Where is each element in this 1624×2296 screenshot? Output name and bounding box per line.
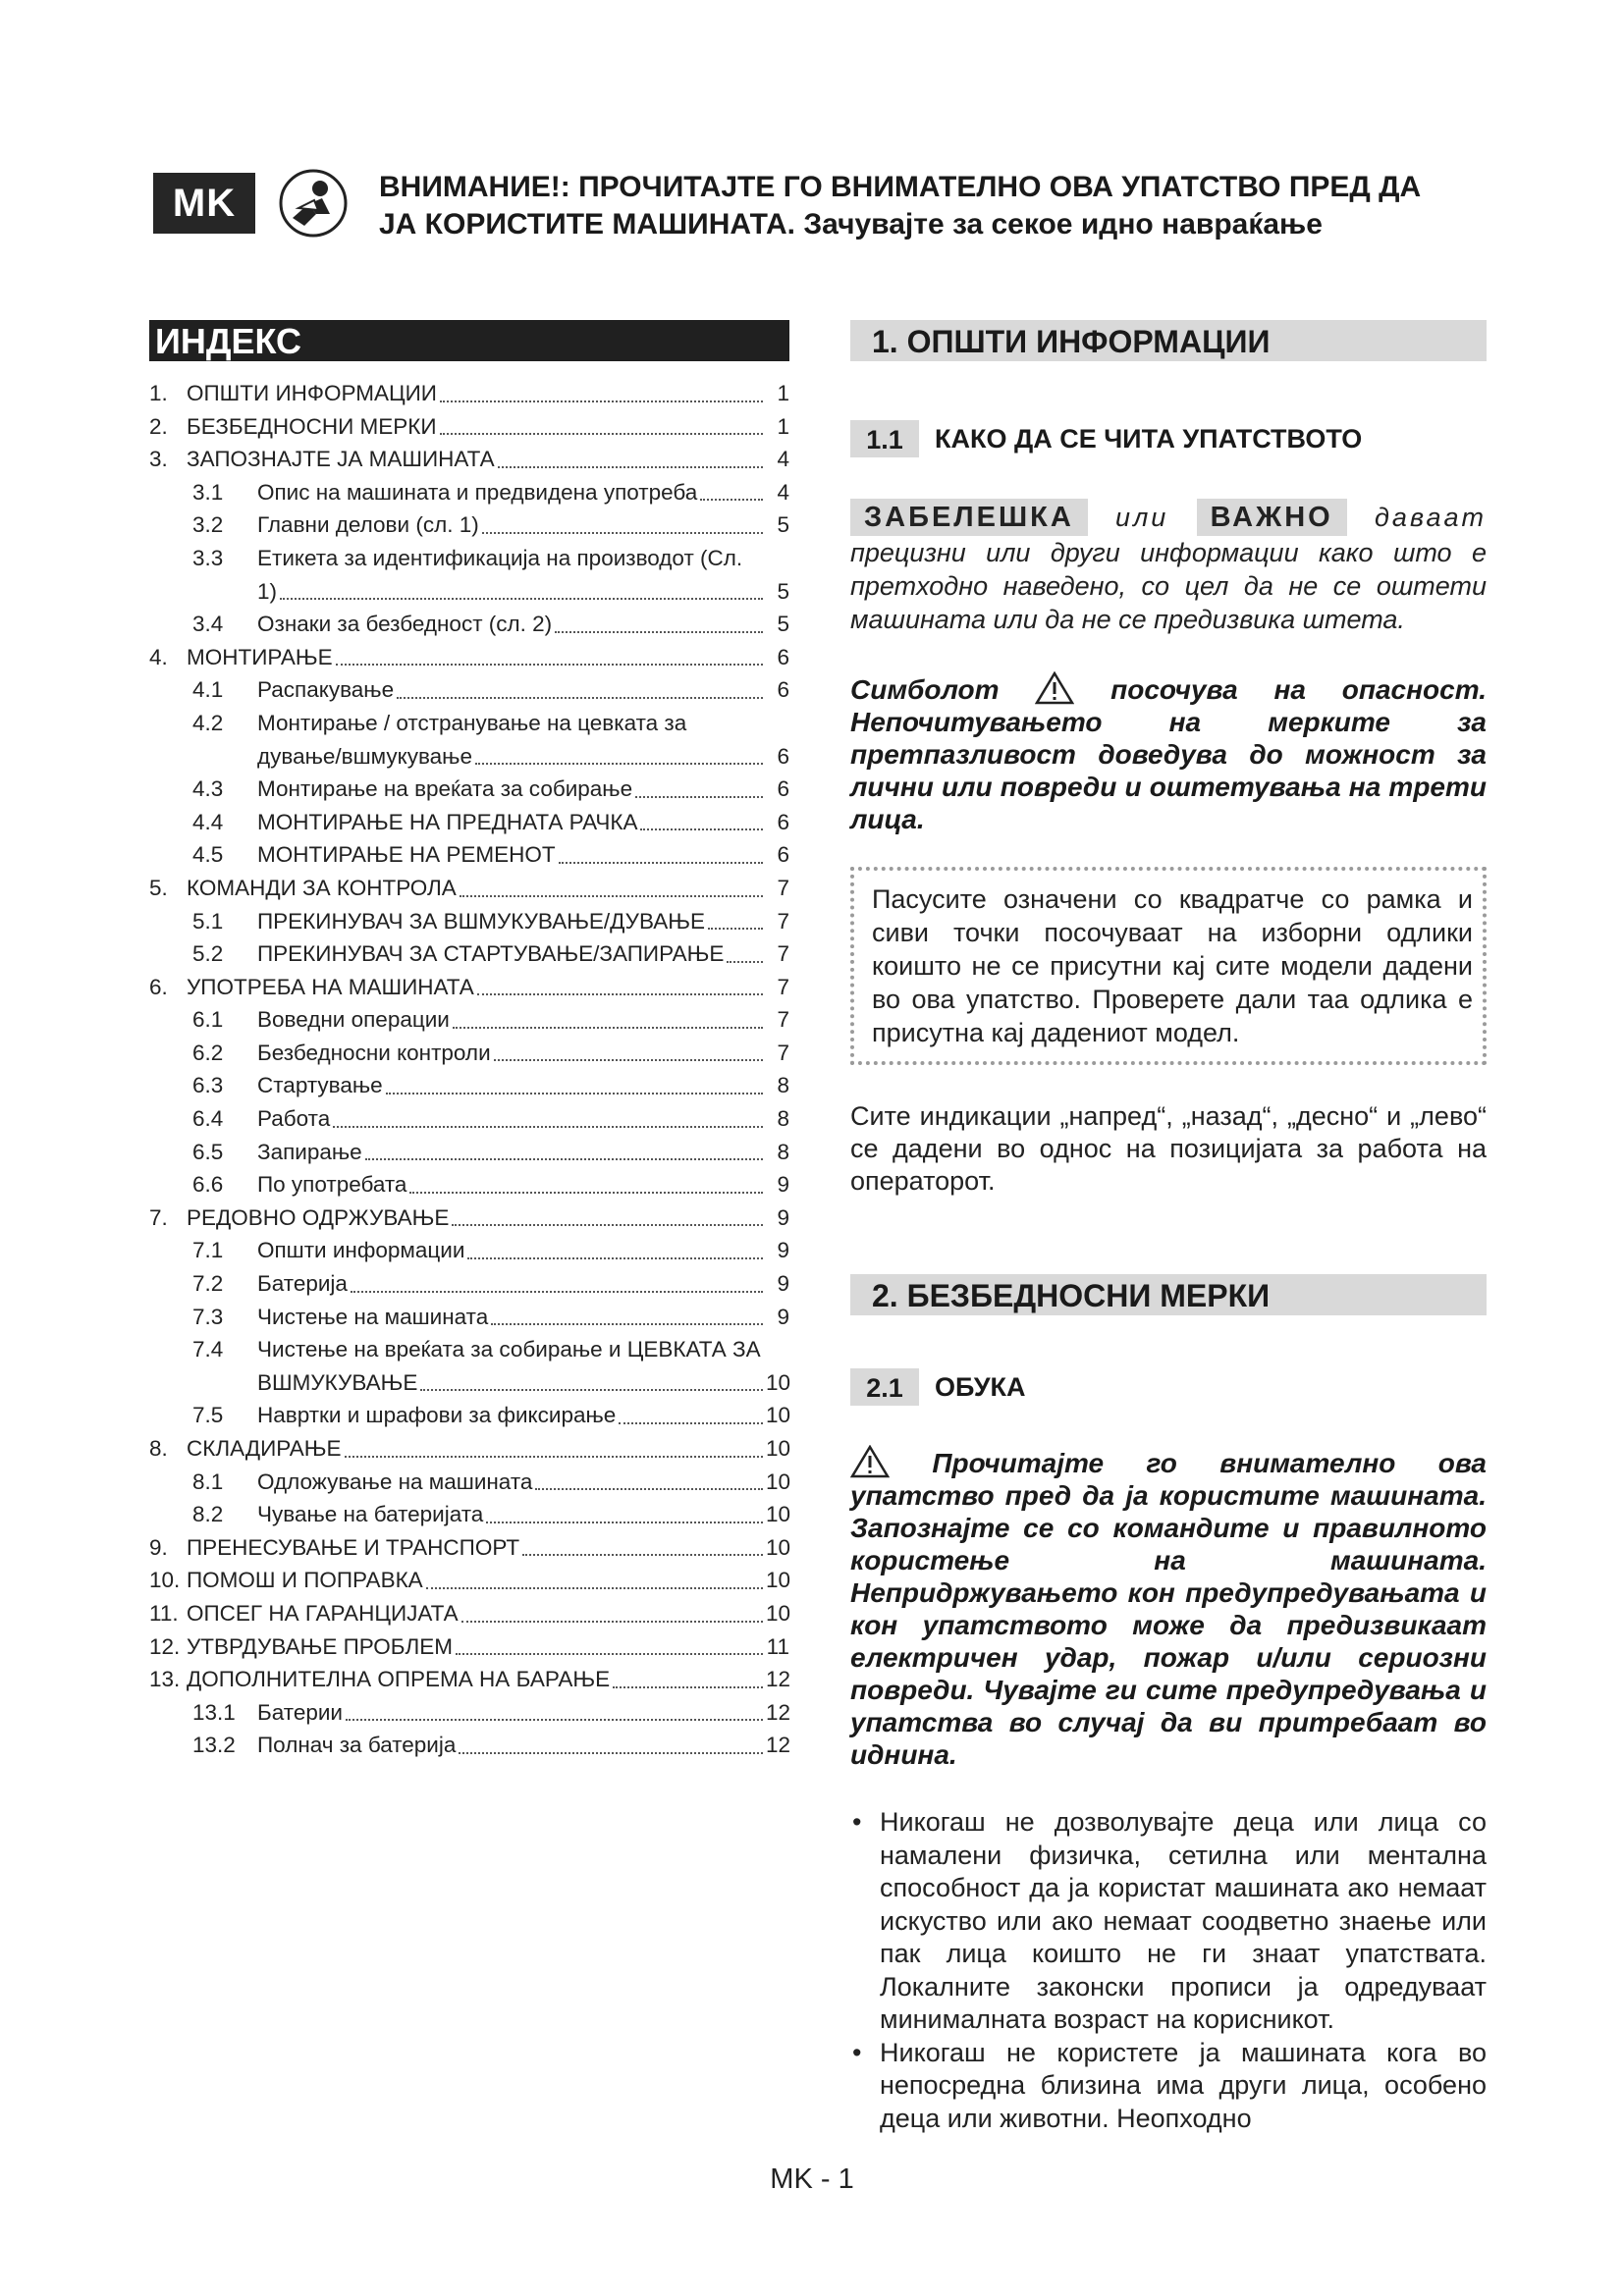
- toc-item-title: Ознаки за безбедност (сл. 2): [257, 612, 553, 637]
- toc-item-page: 12: [766, 1733, 791, 1758]
- toc-item[interactable]: [149, 1102, 789, 1136]
- toc-item-title-continued: 1): [257, 578, 278, 604]
- toc-item-page: 9: [777, 1271, 789, 1297]
- toc-item-title: Безбедносни контроли: [257, 1040, 491, 1065]
- toc-item-title: Главни делови (сл. 1): [257, 512, 479, 538]
- toc-item-title: КОМАНДИ ЗА КОНТРОЛА: [187, 875, 457, 900]
- toc-item[interactable]: [149, 971, 789, 1004]
- toc-dot-leader: [708, 928, 763, 930]
- toc-item-continuation[interactable]: [149, 575, 789, 609]
- toc-dot-leader: [460, 895, 763, 897]
- danger-paragraph: [850, 671, 1487, 835]
- toc-item-title: Воведни операции: [257, 1007, 450, 1033]
- page-number: MK - 1: [770, 2163, 854, 2195]
- toc-item-number: 7.5: [192, 1403, 224, 1428]
- toc-item-number: 4.: [149, 644, 168, 669]
- toc-item-number: 11.: [149, 1600, 179, 1626]
- toc-item[interactable]: [149, 1466, 789, 1499]
- toc-item-number: 4.4: [192, 809, 224, 834]
- toc-item-number: 7.3: [192, 1304, 224, 1329]
- toc-item-title: Етикета за идентификација на производот (Сл.: [257, 545, 743, 570]
- toc-item-title: Чистење на вреќата за собирање и ЦЕВКАТА ЗА: [257, 1337, 761, 1362]
- toc-dot-leader: [486, 1522, 763, 1523]
- toc-item[interactable]: [149, 806, 789, 839]
- toc-item-page: 10: [766, 1369, 791, 1395]
- training-warning: [850, 1445, 1487, 1771]
- toc-item-page: 8: [777, 1139, 789, 1164]
- toc-item-number: 9.: [149, 1534, 168, 1560]
- toc-dot-leader: [386, 1093, 763, 1095]
- toc-item[interactable]: [149, 838, 789, 872]
- toc-item[interactable]: [149, 1168, 789, 1201]
- toc-item-page: 10: [766, 1468, 791, 1494]
- toc-item[interactable]: [149, 1663, 789, 1696]
- toc-item-number: 1.: [149, 381, 168, 405]
- toc-item-page: 1: [777, 413, 789, 439]
- toc-item-title: МОНТИРАЊЕ НА ПРЕДНАТА РАЧКА: [257, 809, 638, 834]
- list-item: • Никогаш не дозволувајте деца или лица со намалени физичка, сетилна или ментална способност да ја користат машината ако немаат искуство или ако немаат соодветно знаење или пак лица коишто не ги знаат упатствата. Локалните законски прописи ја одредуваат минималната возраст на корисникот.: [850, 1806, 1487, 2037]
- toc-item-page: 10: [766, 1403, 791, 1428]
- toc-item-continuation[interactable]: [149, 740, 789, 774]
- toc-item[interactable]: [149, 1597, 789, 1630]
- toc-item-page: 1: [777, 381, 789, 405]
- toc-item-number: 4.5: [192, 842, 224, 868]
- toc-item-title: БЕЗБЕДНОСНИ МЕРКИ: [187, 413, 437, 439]
- toc-item[interactable]: [149, 377, 789, 410]
- danger-text: посочува на опасност. Непочитувањето на мерките за претпазливост доведува до можност за лични или повреди и оштетувања на трети лица.: [850, 674, 1487, 834]
- toc-item[interactable]: [149, 707, 789, 740]
- toc-item-title: Монтирање на вреќата за собирање: [257, 776, 633, 802]
- toc-dot-leader: [351, 1291, 763, 1293]
- toc-item-number: 3.2: [192, 512, 224, 538]
- toc-dot-leader: [494, 1059, 763, 1061]
- toc-item-title: Општи информации: [257, 1238, 465, 1263]
- toc-item-page: 10: [766, 1534, 791, 1560]
- toc-item[interactable]: [149, 1399, 789, 1432]
- toc-item-title: ПРЕКИНУВАЧ ЗА ВШМУКУВАЊЕ/ДУВАЊЕ: [257, 908, 705, 934]
- toc-dot-leader: [456, 1653, 763, 1655]
- warning-triangle-icon: [850, 1445, 890, 1478]
- warning-line-2: ЈА КОРИСТИТЕ МАШИНАТА. Зачувајте за секое идно навраќање: [379, 208, 1323, 240]
- toc-item-page: 8: [777, 1073, 789, 1098]
- toc-item-number: 4.3: [192, 776, 224, 802]
- toc-item[interactable]: [149, 905, 789, 938]
- toc-item-page: 9: [777, 1238, 789, 1263]
- toc-item-page: 4: [777, 447, 789, 472]
- toc-item-page: 6: [777, 776, 789, 802]
- toc-item[interactable]: [149, 542, 789, 575]
- toc-item-title: Распакување: [257, 677, 395, 703]
- toc-item-page: 10: [766, 1600, 791, 1626]
- toc-dot-leader: [727, 961, 763, 963]
- toc-item-number: 5.1: [192, 908, 224, 934]
- toc-item-page: 12: [766, 1699, 791, 1725]
- toc-item-title: Монтирање / отстранување на цевката за: [257, 710, 687, 735]
- toc-item-number: 8.1: [192, 1468, 224, 1494]
- toc-item-title: Одложување на машината: [257, 1468, 533, 1494]
- toc-item-title: ЗАПОЗНАЈТЕ ЈА МАШИНАТА: [187, 447, 495, 472]
- toc-item-title: Опис на машината и предвидена употреба: [257, 479, 698, 505]
- section-2-title: 2. БЕЗБЕДНОСНИ МЕРКИ: [850, 1274, 1487, 1315]
- toc-item-page: 6: [777, 809, 789, 834]
- toc-item-number: 4.2: [192, 710, 224, 735]
- toc-item-number: 3.3: [192, 545, 224, 570]
- toc-item[interactable]: [149, 1498, 789, 1531]
- toc-item-page: 4: [777, 479, 789, 505]
- page-header: [153, 169, 1479, 247]
- danger-symbol-label: Симболот: [850, 674, 1000, 705]
- note-paragraph: [850, 499, 1487, 636]
- toc-item-title: СКЛАДИРАЊЕ: [187, 1436, 342, 1461]
- toc-item-title: ОПШТИ ИНФОРМАЦИИ: [187, 381, 437, 405]
- toc-item-page: 9: [777, 1304, 789, 1329]
- toc-item[interactable]: [149, 1201, 789, 1235]
- toc-item[interactable]: [149, 1531, 789, 1565]
- toc-dot-leader: [700, 499, 763, 501]
- toc-item-number: 13.1: [192, 1699, 236, 1725]
- toc-item-page: 10: [766, 1568, 791, 1593]
- toc-item[interactable]: [149, 1564, 789, 1597]
- toc-item-number: 6.2: [192, 1040, 224, 1065]
- toc-dot-leader: [452, 1224, 763, 1226]
- toc-item-number: 7.2: [192, 1271, 224, 1297]
- toc-item-title: Чување на батеријата: [257, 1502, 484, 1527]
- toc-item-number: 3.4: [192, 612, 224, 637]
- toc-item[interactable]: [149, 773, 789, 806]
- optional-feature-box: [850, 867, 1487, 1065]
- toc-dot-leader: [475, 763, 763, 765]
- toc-item-page: 7: [777, 875, 789, 900]
- toc-item[interactable]: [149, 1003, 789, 1037]
- toc-item-number: 6.5: [192, 1139, 224, 1164]
- toc-item-number: 6.4: [192, 1106, 224, 1132]
- toc-item-title: Чистење на машината: [257, 1304, 489, 1329]
- toc-item-page: 5: [777, 512, 789, 538]
- toc-item[interactable]: [149, 1234, 789, 1267]
- toc-item-number: 7.1: [192, 1238, 224, 1263]
- toc-item-number: 3.1: [192, 479, 224, 505]
- toc-dot-leader: [333, 1126, 763, 1128]
- toc-dot-leader: [635, 796, 763, 798]
- toc-item-page: 5: [777, 612, 789, 637]
- toc-item[interactable]: [149, 1136, 789, 1169]
- toc-item-title: Полнач за батерија: [257, 1733, 457, 1758]
- toc-item-number: 4.1: [192, 677, 224, 703]
- toc-item-title-continued: дување/вшмукување: [257, 743, 472, 769]
- toc-dot-leader: [420, 1389, 763, 1391]
- toc-item-title: Батерии: [257, 1699, 344, 1725]
- toc-item[interactable]: [149, 1432, 789, 1466]
- toc-item-title: Навртки и шрафови за фиксирање: [257, 1403, 617, 1428]
- toc-item-number: 12.: [149, 1633, 181, 1659]
- subsection-2-1-heading: [850, 1368, 1487, 1406]
- toc-dot-leader: [535, 1488, 763, 1490]
- content-column: [850, 320, 1487, 2135]
- safety-bullet-list: [850, 1806, 1487, 2135]
- toc-item-number: 5.2: [192, 941, 224, 967]
- warning-line-1: ВНИМАНИЕ!: ПРОЧИТАЈТЕ ГО ВНИМАТЕЛНО ОВА УПАТСТВО ПРЕД ДА: [379, 171, 1422, 203]
- important-label: ВАЖНО: [1197, 499, 1347, 536]
- toc-item-number: 8.2: [192, 1502, 224, 1527]
- toc-dot-leader: [409, 1192, 763, 1194]
- warning-triangle-icon: [1035, 671, 1074, 705]
- toc-item-page: 7: [777, 1040, 789, 1065]
- toc-item-title: РЕДОВНО ОДРЖУВАЊЕ: [187, 1204, 450, 1230]
- toc-item-title: Батерија: [257, 1271, 348, 1297]
- toc-item-page: 10: [766, 1436, 791, 1461]
- toc-dot-leader: [461, 1621, 763, 1623]
- toc-item-number: 5.: [149, 875, 168, 900]
- toc-item-title-continued: ВШМУКУВАЊЕ: [257, 1369, 418, 1395]
- toc-item-number: 6.1: [192, 1007, 224, 1033]
- toc-item[interactable]: [149, 508, 789, 542]
- toc-item[interactable]: [149, 608, 789, 641]
- toc-item-page: 10: [766, 1502, 791, 1527]
- language-badge: MK: [153, 173, 255, 234]
- toc-dot-leader: [619, 1422, 763, 1424]
- toc-item-number: 7.4: [192, 1337, 224, 1362]
- toc-item[interactable]: [149, 410, 789, 444]
- toc-dot-leader: [559, 862, 763, 864]
- toc-item[interactable]: [149, 1037, 789, 1070]
- toc-item[interactable]: [149, 1729, 789, 1762]
- toc-dot-leader: [440, 400, 763, 402]
- toc-item-number: 8.: [149, 1436, 168, 1461]
- index-title: ИНДЕКС: [149, 320, 789, 361]
- warning-heading: [379, 169, 1479, 243]
- toc-item-title: ПРЕКИНУВАЧ ЗА СТАРТУВАЊЕ/ЗАПИРАЊЕ: [257, 941, 725, 967]
- toc-item-page: 7: [777, 941, 789, 967]
- toc-item-page: 8: [777, 1106, 789, 1132]
- toc-item-page: 6: [777, 677, 789, 703]
- toc-item[interactable]: [149, 1333, 789, 1366]
- toc-item-title: Стартување: [257, 1073, 383, 1098]
- toc-item-title: МОНТИРАЊЕ: [187, 644, 333, 669]
- toc-item[interactable]: [149, 872, 789, 905]
- read-manual-icon: [279, 169, 348, 238]
- toc-dot-leader: [498, 466, 763, 468]
- toc-item-title: ДОПОЛНИТЕЛНА ОПРЕМА НА БАРАЊЕ: [187, 1667, 611, 1692]
- toc-item[interactable]: [149, 673, 789, 707]
- toc-item-number: 7.: [149, 1204, 168, 1230]
- toc-item-page: 11: [766, 1633, 789, 1659]
- subsection-number: 1.1: [850, 420, 919, 457]
- toc-item-page: 6: [777, 743, 789, 769]
- toc-item[interactable]: [149, 1069, 789, 1102]
- subsection-1-1-heading: [850, 420, 1487, 457]
- note-give: даваат: [1375, 503, 1487, 532]
- toc-item-continuation[interactable]: [149, 1366, 789, 1400]
- toc-item-title: Запирање: [257, 1139, 362, 1164]
- toc-item-number: 13.2: [192, 1733, 236, 1758]
- toc-item-title: По употребата: [257, 1172, 407, 1198]
- toc-dot-leader: [522, 1554, 763, 1556]
- toc-dot-leader: [613, 1686, 763, 1688]
- toc-dot-leader: [640, 828, 763, 830]
- toc-dot-leader: [426, 1587, 763, 1589]
- note-label: ЗАБЕЛЕШКА: [850, 499, 1088, 536]
- toc-dot-leader: [491, 1323, 763, 1325]
- toc-dot-leader: [397, 697, 763, 699]
- toc-dot-leader: [336, 664, 763, 666]
- subsection-title: ОБУКА: [935, 1371, 1026, 1402]
- table-of-contents: [149, 377, 789, 1762]
- toc-item-number: 2.: [149, 413, 168, 439]
- toc-item[interactable]: [149, 476, 789, 509]
- toc-item[interactable]: [149, 1696, 789, 1730]
- toc-item-number: 13.: [149, 1667, 181, 1692]
- section-1-title: 1. ОПШТИ ИНФОРМАЦИИ: [850, 320, 1487, 361]
- subsection-title: КАКО ДА СЕ ЧИТА УПАТСТВОТО: [935, 423, 1363, 454]
- toc-item-page: 9: [777, 1204, 789, 1230]
- toc-item-title: Работа: [257, 1106, 331, 1132]
- toc-dot-leader: [467, 1257, 763, 1259]
- toc-item[interactable]: [149, 1267, 789, 1301]
- directions-paragraph: Сите индикации „напред“, „назад“, „десно“ и „лево“ се дадени во однос на позицијата за работа на операторот.: [850, 1101, 1487, 1196]
- toc-item[interactable]: [149, 641, 789, 674]
- toc-dot-leader: [365, 1158, 763, 1160]
- toc-item-page: 7: [777, 1007, 789, 1033]
- toc-item-page: 12: [766, 1667, 791, 1692]
- training-warning-text: Прочитајте го внимателно ова упатство пред да ја користите машината. Запознајте се со командите и правилното користење на машината. Непридржувањето кон предупредувањата и кон упатството може да предизвикаат електричен удар, пожар и/или сериозни повреди. Чувајте ги сите предупредувања и упатства во случај да ви притребаат во иднина.: [850, 1448, 1487, 1770]
- toc-item[interactable]: [149, 443, 789, 476]
- toc-dot-leader: [555, 631, 763, 633]
- toc-item-page: 5: [777, 578, 789, 604]
- toc-item-number: 3.: [149, 447, 168, 472]
- toc-dot-leader: [280, 598, 763, 600]
- toc-item-page: 7: [777, 908, 789, 934]
- subsection-number: 2.1: [850, 1368, 919, 1406]
- toc-dot-leader: [459, 1752, 763, 1754]
- toc-item-page: 7: [777, 974, 789, 999]
- toc-item-title: УПОТРЕБА НА МАШИНАТА: [187, 974, 474, 999]
- toc-item-title: ОПСЕГ НА ГАРАНЦИЈАТА: [187, 1600, 459, 1626]
- toc-item-number: 6.6: [192, 1172, 224, 1198]
- toc-item-title: УТВРДУВАЊЕ ПРОБЛЕМ: [187, 1633, 454, 1659]
- toc-item-title: МОНТИРАЊЕ НА РЕМЕНОТ: [257, 842, 556, 868]
- toc-item-title: ПРЕНЕСУВАЊЕ И ТРАНСПОРТ: [187, 1534, 520, 1560]
- index-column: [149, 320, 789, 1762]
- toc-item-page: 6: [777, 644, 789, 669]
- toc-item[interactable]: [149, 1301, 789, 1334]
- toc-item-number: 10.: [149, 1568, 181, 1593]
- toc-dot-leader: [345, 1456, 763, 1458]
- toc-dot-leader: [477, 993, 763, 995]
- toc-item[interactable]: [149, 937, 789, 971]
- toc-dot-leader: [440, 433, 763, 435]
- note-rest: прецизни или други информации како што е претходно наведено, со цел да не се оштети машината или да не се предизвика штета.: [850, 538, 1487, 634]
- toc-item-title: ПОМОШ И ПОПРАВКА: [187, 1568, 423, 1593]
- toc-item[interactable]: [149, 1630, 789, 1664]
- toc-item-page: 9: [777, 1172, 789, 1198]
- toc-dot-leader: [482, 532, 763, 534]
- toc-dot-leader: [346, 1719, 763, 1721]
- toc-item-page: 6: [777, 842, 789, 868]
- optional-feature-text: Пасусите означени со квадратче со рамка и сиви точки посочуваат на изборни одлики коишто не се присутни кај сите модели дадени во ова упатство. Проверете дали таа одлика е присутна кај дадениот модел.: [872, 884, 1473, 1047]
- note-or: или: [1115, 503, 1169, 532]
- toc-dot-leader: [453, 1027, 763, 1029]
- list-item: • Никогаш не користете ја машината кога во непосредна близина има други лица, особено деца или животни. Неопходно: [850, 2037, 1487, 2136]
- toc-item-number: 6.3: [192, 1073, 224, 1098]
- toc-item-number: 6.: [149, 974, 168, 999]
